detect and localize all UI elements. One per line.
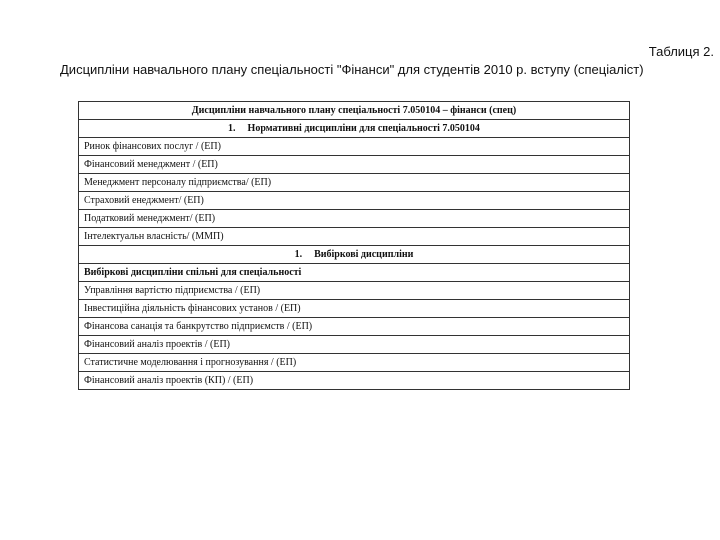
table-title-row xyxy=(79,102,630,120)
section-number: 1. xyxy=(294,249,303,260)
table-row xyxy=(79,372,630,390)
discipline-cell: Фінансовий аналіз проектів / (ЕП) xyxy=(79,336,630,354)
table-title: Дисципліни навчального плану спеціальності 7.050104 – фінанси (спец) xyxy=(79,102,630,120)
discipline-cell: Фінансова санація та банкрутство підприємств / (ЕП) xyxy=(79,318,630,336)
discipline-cell: Менеджмент персоналу підприємства/ (ЕП) xyxy=(79,174,630,192)
table-row xyxy=(79,192,630,210)
discipline-cell: Управління вартістю підприємства / (ЕП) xyxy=(79,282,630,300)
discipline-cell: Ринок фінансових послуг / (ЕП) xyxy=(79,138,630,156)
discipline-cell: Статистичне моделювання і прогнозування / (ЕП) xyxy=(79,354,630,372)
section-heading-row xyxy=(79,120,630,138)
table-row xyxy=(79,282,630,300)
table-row xyxy=(79,354,630,372)
section-heading-text: Вибіркові дисципліни xyxy=(314,249,414,260)
table-row xyxy=(79,318,630,336)
discipline-cell: Інвестиційна діяльність фінансових установ / (ЕП) xyxy=(79,300,630,318)
table-caption: Дисципліни навчального плану спеціальності "Фінанси" для студентів 2010 р. вступу (спеціаліст) xyxy=(60,62,644,77)
discipline-cell: Податковий менеджмент/ (ЕП) xyxy=(79,210,630,228)
discipline-cell: Фінансовий менеджмент / (ЕП) xyxy=(79,156,630,174)
table-row xyxy=(79,174,630,192)
section-heading-row xyxy=(79,246,630,264)
discipline-cell: Фінансовий аналіз проектів (КП) / (ЕП) xyxy=(79,372,630,390)
curriculum-table xyxy=(78,101,630,390)
table-row xyxy=(79,138,630,156)
table-row xyxy=(79,228,630,246)
table-row xyxy=(79,156,630,174)
subsection-heading: Вибіркові дисципліни спільні для спеціальності xyxy=(79,264,630,282)
discipline-cell: Страховий енеджмент/ (ЕП) xyxy=(79,192,630,210)
table-label: Таблиця 2. xyxy=(648,44,714,59)
section-heading-normative xyxy=(79,120,630,138)
section-number: 1. xyxy=(228,123,236,134)
section-heading-elective xyxy=(79,246,630,264)
table-row xyxy=(79,210,630,228)
subsection-row xyxy=(79,264,630,282)
table-row xyxy=(79,300,630,318)
section-heading-text: Нормативні дисципліни для спеціальності 7.050104 xyxy=(247,123,480,134)
table-row xyxy=(79,336,630,354)
discipline-cell: Інтелектуальн власність/ (ММП) xyxy=(79,228,630,246)
